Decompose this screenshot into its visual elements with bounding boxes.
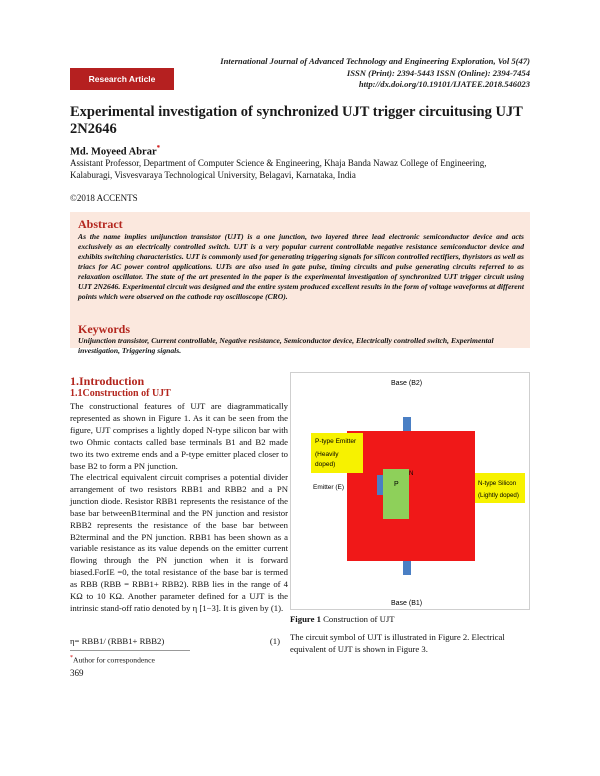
ptype-label-line1: P-type Emitter: [315, 438, 357, 445]
keywords-text: Unijunction transistor, Current controllable, Negative resistance, Semiconductor device, Electrically controlled switch, Experimental investigation, Triggering signals.: [78, 336, 494, 355]
right-column-paragraph: The circuit symbol of UJT is illustrated in Figure 2. Electrical equivalent of UJT is shown in Figure 3.: [290, 632, 505, 654]
body-paragraph-1: The constructional features of UJT are diagrammatically represented as shown in Figure 1. As it can be seen from the figure, UJT comprises a lightly doped N-type silicon bar with two Ohmic contacts called base terminals B1 and B2 made two its two extreme ends and a P-type emitter placed closer to base B2 to form a PN junction.: [70, 401, 288, 471]
base2-label: Base (B2): [391, 380, 423, 387]
section-heading: 1.Introduction: [70, 374, 145, 388]
abstract-text: As the name implies unijunction transistor (UJT) is a one junction, two layered three lead electronic semiconductor device and acts exclusively as an electrically controlled switch. UJT is a very popular current controllable negative resistance semiconductor device and exhibits switching characteristics. UJT is commonly used for generating triggering signals for silicon controlled rectifiers, thyristors as well as triacs for AC power control applications. UJTs are also used in gate pulse, timing circuits and pulse generating circuits referred to as relaxation oscillator. The state of the art presented in the paper is the experimental investigation of synchronized UJT trigger circuit using UJT 2N2646. Experimental circuit was designed and the entire system produced excellent results in the form of voltage waveforms at different points which were observed on the cathode ray oscilloscope (CRO).: [78, 232, 524, 301]
ntype-label-line2: (Lightly doped): [478, 492, 519, 499]
p-type-region: [383, 469, 409, 519]
footnote-text: Author for correspondence: [73, 655, 155, 665]
paper-title: Experimental investigation of synchronized UJT trigger circuitusing UJT 2N2646: [70, 104, 523, 137]
corresponding-mark: *: [156, 144, 161, 152]
subsection-heading: 1.1Construction of UJT: [70, 388, 171, 399]
journal-doi[interactable]: http://dx.doi.org/10.19101/IJATEE.2018.546023: [358, 79, 530, 89]
footnote: [70, 655, 155, 665]
journal-header: [150, 56, 530, 91]
ntype-label-line1: N-type Silicon: [478, 480, 517, 487]
footnote-mark: *: [70, 655, 73, 661]
base2-terminal: [403, 417, 411, 431]
ujt-construction-diagram: [291, 373, 529, 609]
footnote-divider: [70, 650, 190, 651]
abstract-box: [70, 212, 530, 348]
emitter-terminal: [377, 475, 383, 495]
n-region-label: N: [409, 471, 414, 477]
author-name-text: Md. Moyeed Abrar: [70, 146, 157, 158]
equation-1: [70, 636, 288, 648]
equation-number: (1): [269, 636, 280, 646]
figure-caption-label: Figure 1: [290, 614, 321, 624]
copyright: ©2018 ACCENTS: [70, 193, 138, 203]
abstract-heading: Abstract: [78, 217, 123, 231]
ptype-label-line3: doped): [315, 461, 336, 468]
figure-caption-text: Construction of UJT: [323, 614, 395, 624]
page-number: 369: [70, 668, 84, 678]
base1-terminal: [403, 561, 411, 575]
article-type-badge: Research Article: [70, 68, 174, 90]
journal-name: International Journal of Advanced Technology and Engineering Exploration, Vol 5(47): [220, 56, 530, 66]
author-affiliation: Assistant Professor, Department of Computer Science & Engineering, Khaja Banda Nawaz College of Engineering, Kalaburagi, Visvesvaraya Technological University, Belagavi, Karnataka, India: [70, 158, 487, 180]
keywords-heading: Keywords: [78, 322, 130, 336]
base1-label: Base (B1): [391, 600, 423, 607]
journal-issn: ISSN (Print): 2394-5443 ISSN (Online): 2394-7454: [346, 67, 530, 78]
body-paragraph-2: The electrical equivalent circuit comprises a potential divider arrangement of two resistors RBB1 and RBB2 and a PN junction diode. Resistor RBB1 represents the resistance of the base bar betweenB1terminal and the PN junction and resistor RBB2 represents the resistance of the base bar between B2terminal and the PN junction. RBB1 has been shown as a variable resistance as its value depends on the emitter current flowing through the PN junction when it is forward biased.ForIE =0, the total resistance of the base bar is termed as RBB (RBB = RBB1+ RBB2). RBB lies in the range of 4 KΩ to 10 KΩ. Another parameter defined for a UJT is the intrinsic stand-off ratio denoted by η [1−3]. It is given by (1).: [70, 472, 288, 613]
equation-text: η= RBB1/ (RBB1+ RBB2): [70, 636, 165, 646]
figure-1: [290, 372, 530, 610]
n-type-bar: [347, 431, 475, 561]
author-name: [70, 144, 160, 158]
figure-1-caption: [290, 614, 395, 624]
ptype-label-line2: (Heavily: [315, 451, 339, 458]
p-region-label: P: [394, 481, 399, 488]
emitter-label: Emitter (E): [313, 484, 345, 491]
